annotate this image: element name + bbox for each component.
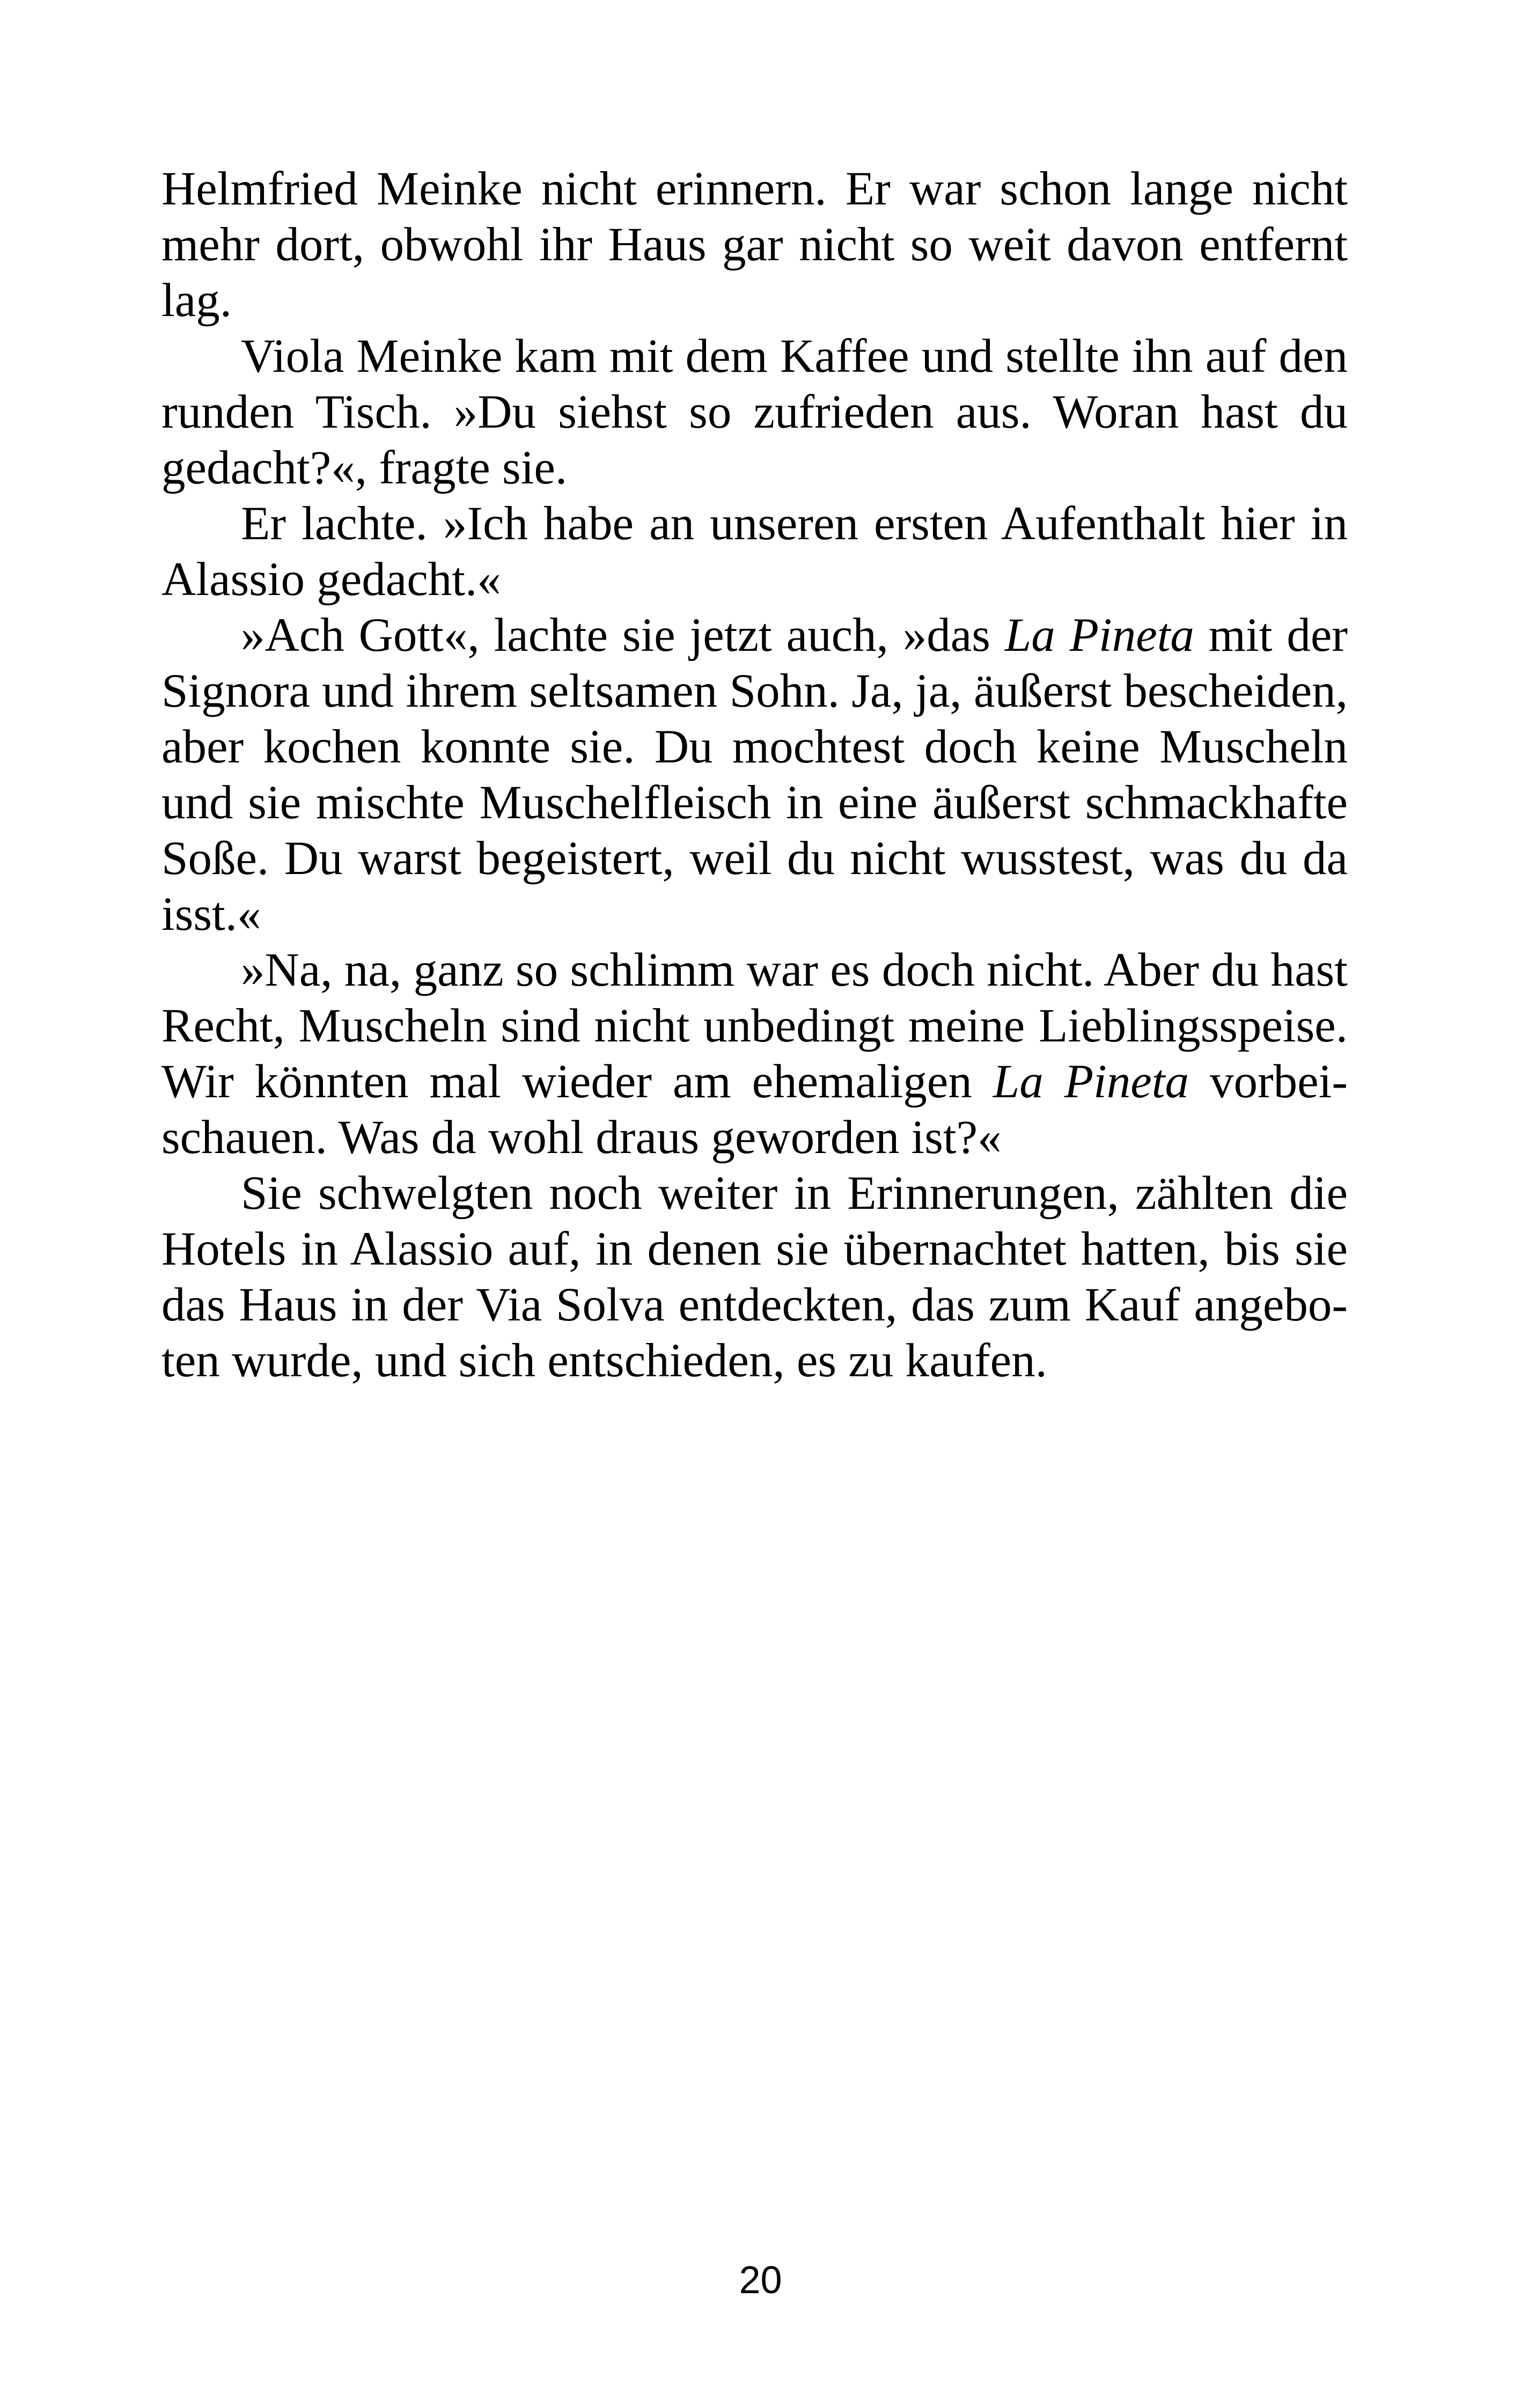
text-line	[161, 1333, 1348, 1389]
page-number: 20	[739, 2259, 782, 2302]
text-line	[161, 831, 1348, 886]
text-line	[161, 217, 1348, 273]
text-line	[161, 607, 1348, 663]
text-segment: Viola Meinke kam mit dem Kaffee und stellte ihn auf den	[241, 330, 1348, 383]
text-line	[161, 998, 1348, 1054]
text-segment: Signora und ihrem seltsamen Sohn. Ja, ja, äußerst bescheiden,	[161, 665, 1348, 717]
text-line	[161, 1165, 1348, 1221]
text-segment: Alassio gedacht.«	[161, 553, 501, 606]
text-line	[161, 942, 1348, 998]
text-line	[161, 886, 1348, 942]
text-segment: »Na, na, ganz so schlimm war es doch nicht. Aber du hast	[241, 944, 1348, 996]
text-segment: lag.	[161, 274, 232, 327]
text-segment: mehr dort, obwohl ihr Haus gar nicht so weit davon entfernt	[161, 218, 1348, 271]
text-line	[161, 1221, 1348, 1277]
text-line	[161, 496, 1348, 552]
text-line	[161, 552, 1348, 607]
text-segment: Er lachte. »Ich habe an unseren ersten Aufenthalt hier in	[241, 497, 1348, 550]
text-segment: Sie schwelgten noch weiter in Erinnerungen, zählten die	[241, 1167, 1348, 1220]
text-segment: Soße. Du warst begeistert, weil du nicht wusstest, was du da	[161, 832, 1348, 885]
text-segment: isst.«	[161, 888, 261, 941]
text-segment: ten wurde, und sich entschieden, es zu kaufen.	[161, 1334, 1047, 1387]
text-line	[161, 775, 1348, 831]
text-line	[161, 440, 1348, 496]
text-line	[161, 663, 1348, 719]
text-line	[161, 1277, 1348, 1333]
text-segment: mit der	[1194, 609, 1348, 662]
text-line	[161, 273, 1348, 328]
text-line	[161, 719, 1348, 775]
text-segment: runden Tisch. »Du siehst so zufrieden aus. Woran hast du	[161, 386, 1348, 438]
text-segment: Hotels in Alassio auf, in denen sie übernachtet hatten, bis sie	[161, 1223, 1348, 1275]
text-segment: das Haus in der Via Solva entdeckten, das zum Kauf angebo-	[161, 1279, 1348, 1331]
text-segment: Recht, Muscheln sind nicht unbedingt meine Lieblingsspeise.	[161, 1000, 1348, 1052]
text-line	[161, 1110, 1348, 1165]
text-segment: vorbei-	[1189, 1055, 1348, 1108]
italic-text: La Pineta	[1004, 609, 1194, 662]
text-segment: gedacht?«, fragte sie.	[161, 442, 568, 494]
italic-text: La Pineta	[993, 1055, 1189, 1108]
body-text	[161, 161, 1348, 1389]
text-line	[161, 328, 1348, 384]
text-segment: »Ach Gott«, lachte sie jetzt auch, »das	[241, 609, 1005, 662]
text-segment: Helmfried Meinke nicht erinnern. Er war schon lange nicht	[161, 163, 1348, 215]
text-segment: Wir könnten mal wieder am ehemaligen	[161, 1055, 993, 1108]
text-segment: und sie mischte Muschelfleisch in eine äußerst schmackhafte	[161, 776, 1348, 829]
text-line	[161, 384, 1348, 440]
text-segment: aber kochen konnte sie. Du mochtest doch keine Muscheln	[161, 721, 1348, 773]
text-segment: schauen. Was da wohl draus geworden ist?«	[161, 1111, 1002, 1164]
text-line	[161, 1054, 1348, 1110]
text-line	[161, 161, 1348, 217]
